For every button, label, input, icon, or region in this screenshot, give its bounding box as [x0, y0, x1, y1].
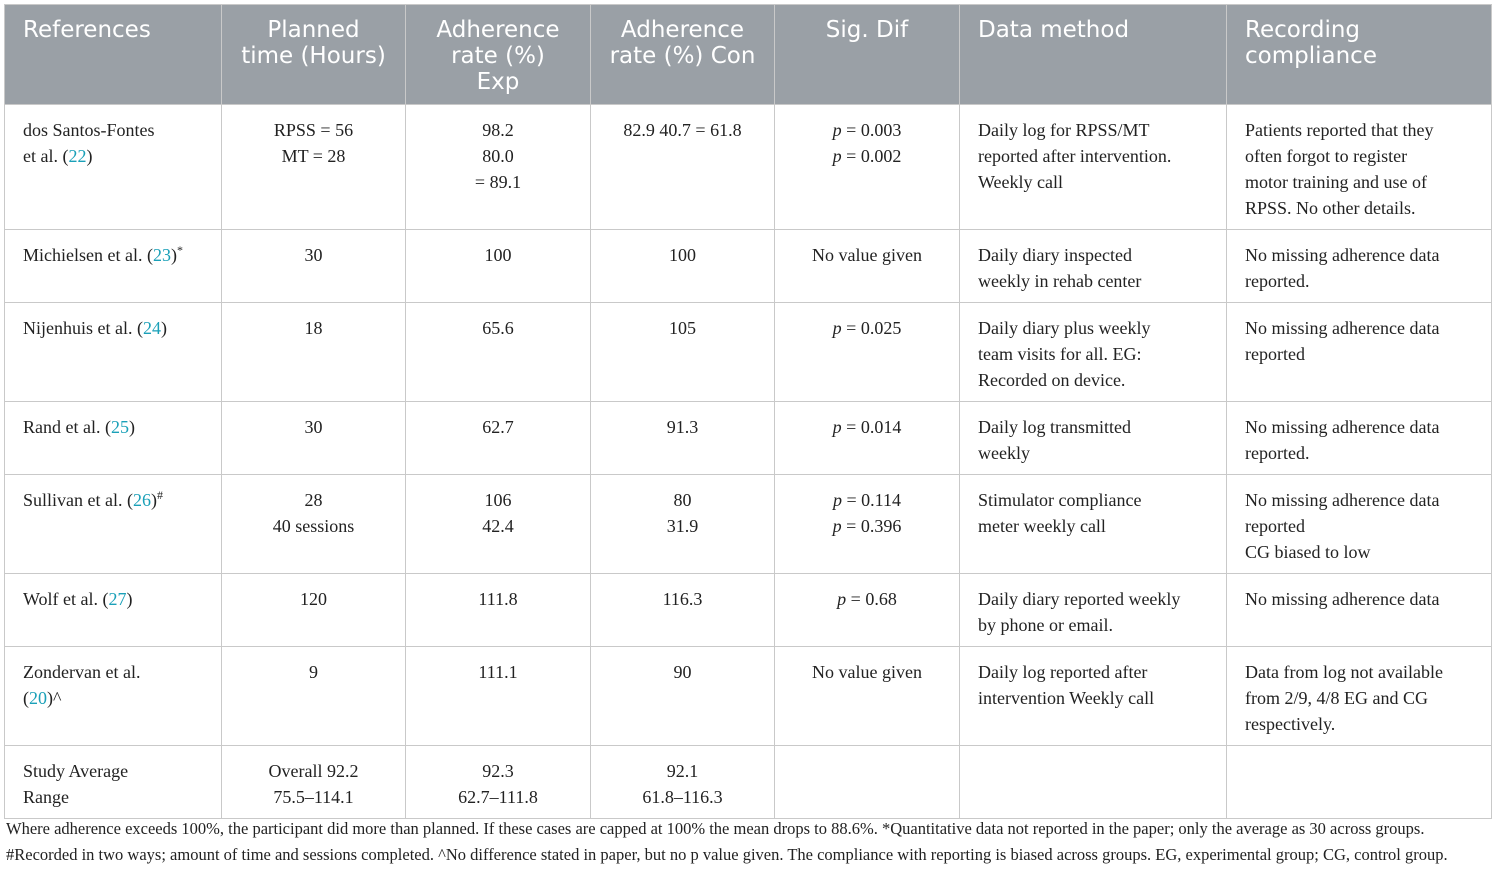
- table-row: [5, 647, 1492, 746]
- reference-text: Zondervan et al. (: [23, 662, 141, 708]
- cell-adherence-con: 82.9 40.7 = 61.8: [591, 105, 775, 230]
- reference-close: ): [160, 318, 167, 338]
- cell-reference: [5, 402, 222, 475]
- cell-adherence-con: 116.3: [591, 574, 775, 647]
- cell-adherence-con: 80 31.9: [591, 475, 775, 574]
- cell-data-method: Daily log for RPSS/MT reported after intervention. Weekly call: [960, 105, 1227, 230]
- cell-planned-time: 18: [222, 303, 406, 402]
- cell-sig-dif: p = 0.68: [775, 574, 960, 647]
- cell-sig-dif: [775, 746, 960, 819]
- cell-planned-time: 28 40 sessions: [222, 475, 406, 574]
- cell-data-method: Daily log transmitted weekly: [960, 402, 1227, 475]
- cell-reference: [5, 105, 222, 230]
- reference-text: Study Average Range: [23, 761, 129, 807]
- cell-adherence-exp: 62.7: [406, 402, 591, 475]
- reference-text: Rand et al. (: [23, 417, 111, 437]
- citation-link[interactable]: 23: [152, 245, 171, 265]
- cell-data-method: Daily diary plus weekly team visits for all. EG: Recorded on device.: [960, 303, 1227, 402]
- cell-planned-time: Overall 92.2 75.5–114.1: [222, 746, 406, 819]
- cell-adherence-con: 90: [591, 647, 775, 746]
- cell-adherence-exp: 92.3 62.7–111.8: [406, 746, 591, 819]
- cell-recording-compliance: No missing adherence data reported.: [1227, 402, 1492, 475]
- table-row: [5, 746, 1492, 819]
- reference-close: ): [126, 589, 133, 609]
- citation-link[interactable]: 25: [110, 417, 129, 437]
- cell-reference: [5, 647, 222, 746]
- adherence-table: [4, 4, 1492, 819]
- cell-adherence-con: 105: [591, 303, 775, 402]
- citation-link[interactable]: 26: [132, 490, 151, 510]
- cell-recording-compliance: No missing adherence data reported CG biased to low: [1227, 475, 1492, 574]
- reference-close: ): [128, 417, 135, 437]
- cell-adherence-exp: 100: [406, 230, 591, 303]
- cell-sig-dif: p = 0.025: [775, 303, 960, 402]
- header-references: References: [5, 5, 222, 105]
- cell-data-method: Daily diary inspected weekly in rehab center: [960, 230, 1227, 303]
- table-footnote: Where adherence exceeds 100%, the participant did more than planned. If these cases are capped at 100% the mean drops to 88.6%. *Quantitative data not reported in the paper; only the average as 30 across groups. #Recorded in two ways; amount of time and sessions completed. ^No difference stated in paper, but no p value given. The compliance with reporting is biased across groups. EG, experimental group; CG, control group.: [6, 819, 1448, 864]
- cell-sig-dif: No value given: [775, 647, 960, 746]
- cell-adherence-con: 91.3: [591, 402, 775, 475]
- cell-planned-time: 120: [222, 574, 406, 647]
- table-row: [5, 402, 1492, 475]
- cell-recording-compliance: No missing adherence data reported.: [1227, 230, 1492, 303]
- cell-data-method: Stimulator compliance meter weekly call: [960, 475, 1227, 574]
- header-recording-compliance: Recording compliance: [1227, 5, 1492, 105]
- cell-recording-compliance: Data from log not available from 2/9, 4/8 EG and CG respectively.: [1227, 647, 1492, 746]
- cell-recording-compliance: Patients reported that they often forgot to register motor training and use of RPSS. No other details.: [1227, 105, 1492, 230]
- cell-planned-time: 9: [222, 647, 406, 746]
- table-row: [5, 574, 1492, 647]
- header-data-method: Data method: [960, 5, 1227, 105]
- table-body: [5, 105, 1492, 819]
- cell-recording-compliance: No missing adherence data: [1227, 574, 1492, 647]
- cell-sig-dif: p = 0.014: [775, 402, 960, 475]
- cell-reference: [5, 303, 222, 402]
- cell-adherence-exp: 111.1: [406, 647, 591, 746]
- header-adherence-exp: Adherence rate (%) Exp: [406, 5, 591, 105]
- cell-data-method: [960, 746, 1227, 819]
- header-sig-dif: Sig. Dif: [775, 5, 960, 105]
- citation-link[interactable]: 22: [68, 146, 87, 166]
- reference-close: ): [86, 146, 93, 166]
- citation-link[interactable]: 24: [142, 318, 161, 338]
- reference-close: ): [150, 490, 157, 510]
- reference-text: dos Santos-Fontes et al. (: [23, 120, 155, 166]
- cell-adherence-exp: 111.8: [406, 574, 591, 647]
- cell-adherence-exp: 65.6: [406, 303, 591, 402]
- cell-sig-dif: p = 0.114 p = 0.396: [775, 475, 960, 574]
- cell-reference: [5, 230, 222, 303]
- cell-adherence-exp: 106 42.4: [406, 475, 591, 574]
- cell-reference: [5, 475, 222, 574]
- header-adherence-con: Adherence rate (%) Con: [591, 5, 775, 105]
- reference-close: )^: [47, 688, 62, 708]
- cell-data-method: Daily diary reported weekly by phone or email.: [960, 574, 1227, 647]
- reference-mark: #: [156, 488, 163, 502]
- reference-text: Sullivan et al. (: [23, 490, 133, 510]
- citation-link[interactable]: 20: [29, 688, 47, 708]
- cell-adherence-exp: 98.2 80.0 = 89.1: [406, 105, 591, 230]
- table-row: [5, 105, 1492, 230]
- reference-text: Nijenhuis et al. (: [23, 318, 143, 338]
- reference-mark: *: [176, 243, 183, 257]
- table-row: [5, 475, 1492, 574]
- table-row: [5, 230, 1492, 303]
- cell-sig-dif: p = 0.003 p = 0.002: [775, 105, 960, 230]
- cell-reference: [5, 574, 222, 647]
- cell-planned-time: 30: [222, 402, 406, 475]
- cell-recording-compliance: No missing adherence data reported: [1227, 303, 1492, 402]
- cell-planned-time: RPSS = 56 MT = 28: [222, 105, 406, 230]
- cell-planned-time: 30: [222, 230, 406, 303]
- cell-sig-dif: No value given: [775, 230, 960, 303]
- cell-adherence-con: 100: [591, 230, 775, 303]
- cell-reference: [5, 746, 222, 819]
- citation-link[interactable]: 27: [108, 589, 127, 609]
- header-planned-time: Planned time (Hours): [222, 5, 406, 105]
- table-header: [5, 5, 1492, 105]
- table-row: [5, 303, 1492, 402]
- cell-recording-compliance: [1227, 746, 1492, 819]
- reference-text: Wolf et al. (: [23, 589, 109, 609]
- cell-data-method: Daily log reported after intervention Weekly call: [960, 647, 1227, 746]
- reference-close: ): [170, 245, 177, 265]
- reference-text: Michielsen et al. (: [23, 245, 153, 265]
- cell-adherence-con: 92.1 61.8–116.3: [591, 746, 775, 819]
